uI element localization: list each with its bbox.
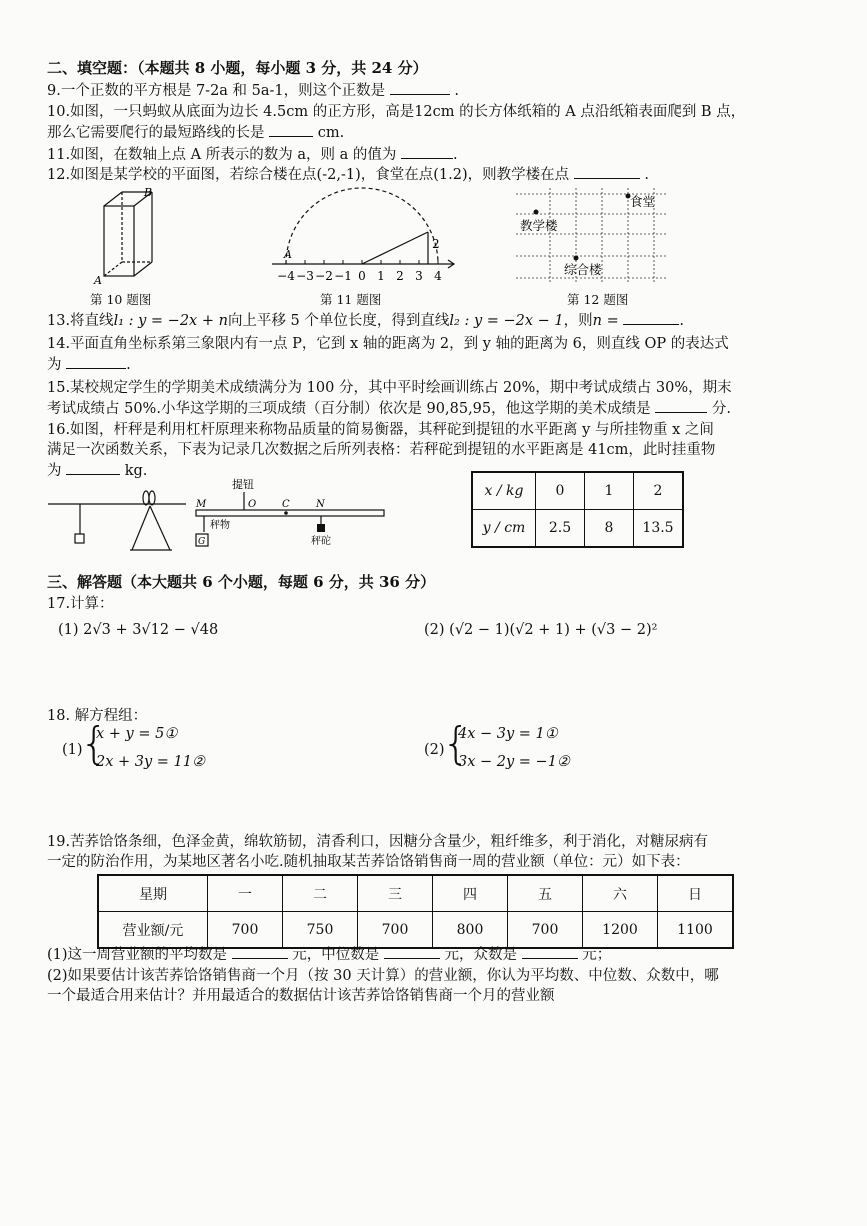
table-cell: 700 (508, 912, 583, 949)
question-19-sub2-line1: (2)如果要估计该苦荞饸饹销售商一个月（按 30 天计算）的营业额，你认为平均数、中位数、众数中，哪 (47, 968, 719, 984)
answer-blank-14[interactable] (66, 354, 126, 369)
fig16-weight-label: 秤砣 (311, 536, 331, 547)
question-19-sub2-line2: 一个最适合用来估计？并用最适合的数据估计该苦荞饸饹销售商一个月的营业额 (47, 988, 555, 1004)
table-cell: 2 (634, 472, 684, 510)
question-18-part1-brace: { (80, 718, 108, 769)
fig16-object-label: 秤物 (210, 520, 230, 531)
fig12-complex-building: 综合楼 (564, 262, 602, 277)
question-10-line1: 10.如图，一只蚂蚁从底面为边长 4.5cm 的正方形，高是12cm 的长方体纸箱的 A 点沿纸箱表面爬到 B 点， (47, 104, 746, 120)
table-cell: 1 (585, 472, 634, 510)
section-2-title: 二、填空题：（本题共 8 小题，每小题 3 分，共 24 分） (47, 59, 428, 77)
answer-blank-10[interactable] (269, 122, 313, 137)
question-12-text: 12.如图是某学校的平面图，若综合楼在点(-2,-1)，食堂在点(1.2)，则教学楼在点 (47, 167, 570, 183)
question-17: 17.计算： (47, 596, 114, 612)
question-13-text-b: 向上平移 5 个单位长度，得到直线 (227, 313, 450, 329)
question-14-line2: 为 . (47, 354, 131, 375)
fig16-label-c: C (282, 499, 290, 510)
table-cell: 800 (433, 912, 508, 949)
fig16-label-o: O (248, 499, 257, 510)
fig11-tick-label: −1 (334, 269, 352, 283)
table-cell: 二 (283, 875, 358, 912)
fig10-label-a: A (94, 274, 102, 286)
fig11-tick-label: 0 (358, 269, 366, 283)
answer-blank-19-mode[interactable] (522, 944, 578, 959)
fig10-label-b: B (144, 186, 153, 199)
fig16-label-g: G (198, 537, 206, 547)
table-header-x: x / kg (472, 472, 536, 510)
figure-16-steelyard (46, 478, 391, 556)
question-15-line2 (47, 398, 731, 419)
answer-blank-19-median[interactable] (384, 944, 440, 959)
question-19-sub1-text-b: 元，中位数是 (292, 947, 380, 963)
table-cell: 五 (508, 875, 583, 912)
question-19-sub1 (47, 944, 611, 965)
fig11-tick-label: 4 (434, 269, 442, 283)
question-18-part2-brace: { (442, 718, 470, 769)
question-18: 18. 解方程组： (47, 708, 148, 724)
question-19-line2: 一定的防治作用，为某地区著名小吃.随机抽取某苦荞饸饹销售商一周的营业额（单位：元）如下表： (47, 854, 690, 870)
question-16-table (471, 471, 684, 548)
fig12-canteen: 食堂 (630, 194, 656, 209)
answer-blank-19-mean[interactable] (232, 944, 288, 959)
question-16-text: 为 (47, 463, 62, 479)
question-18-part2-eq2: 3x − 2y = −1② (458, 754, 570, 770)
answer-blank-15[interactable] (655, 398, 707, 413)
question-18-part2-eq1: 4x − 3y = 1① (458, 726, 558, 742)
table-cell: 750 (283, 912, 358, 949)
table-cell: 日 (658, 875, 734, 912)
table-cell: 13.5 (634, 510, 684, 548)
question-15-line1: 15.某校规定学生的学期美术成绩满分为 100 分，其中平时绘画训练占 20%，期中考试成绩占 30%，期末 (47, 380, 732, 396)
table-row (98, 875, 733, 912)
question-19-sub1-text-c: 元，众数是 (444, 947, 517, 963)
fig11-height-label: 2 (432, 237, 440, 251)
question-16-line2: 满足一次函数关系，下表为记录几次数据之后所列表格：若秤砣到提钮的水平距离是 41cm，此时挂重物 (47, 442, 716, 458)
question-15-unit: 分. (711, 401, 731, 417)
figure-11-caption: 第 11 题图 (320, 292, 382, 307)
question-17-part2 (424, 622, 657, 638)
table-cell: 700 (358, 912, 433, 949)
table-row (472, 472, 683, 510)
question-18-part1-label: (1) (62, 742, 83, 758)
question-16-unit: kg. (124, 463, 148, 479)
figure-12-school-map (510, 186, 670, 286)
question-9-text: 9.一个正数的平方根是 7-2a 和 5a-1，则这个正数是 (47, 83, 386, 99)
answer-blank-11[interactable] (401, 144, 453, 159)
figure-11-number-line (262, 186, 462, 286)
question-14-line1: 14.平面直角坐标系第三象限内有一点 P，它到 x 轴的距离为 2，到 y 轴的距离为 6，则直线 OP 的表达式 (47, 336, 729, 352)
question-14-text: 为 (47, 357, 62, 373)
question-18-part1-eq1: x + y = 5① (96, 726, 178, 742)
table-row (98, 912, 733, 949)
question-19-table (97, 874, 734, 949)
fig11-tick-label: −3 (296, 269, 314, 283)
answer-blank-9[interactable] (390, 80, 450, 95)
figure-10-cuboid (90, 186, 170, 286)
question-17-part1: (1) 2√3 + 3√12 − √48 (58, 622, 219, 638)
answer-blank-13[interactable] (623, 310, 679, 325)
fig16-knob-label: 提钮 (232, 478, 254, 491)
question-13-line1: l₁ : y = −2x + n (113, 313, 228, 329)
question-16-line1: 16.如图，杆秤是利用杠杆原理来称物品质量的简易衡器，其秤砣到提钮的水平距离 y 与所挂物重 x 之间 (47, 422, 714, 438)
table-cell: 四 (433, 875, 508, 912)
question-11: 11.如图，在数轴上点 A 所表示的数为 a，则 a 的值为 . (47, 144, 458, 165)
question-12: 12.如图是某学校的平面图，若综合楼在点(-2,-1)，食堂在点(1.2)，则教学楼在点 . (47, 164, 649, 185)
table-cell: 1100 (658, 912, 734, 949)
question-13-n: n = (592, 313, 619, 329)
fig16-label-m: M (196, 499, 207, 510)
fig11-tick-label: 1 (377, 269, 385, 283)
answer-blank-12[interactable] (574, 164, 640, 179)
question-11-text: 11.如图，在数轴上点 A 所表示的数为 a，则 a 的值为 (47, 147, 397, 163)
section-3-title: 三、解答题（本大题共 6 个小题，每题 6 分，共 36 分） (47, 573, 436, 591)
question-10-line2: 那么它需要爬行的最短路线的长是 cm. (47, 122, 344, 143)
fig11-tick-label: 3 (415, 269, 423, 283)
fig16-label-n: N (316, 499, 325, 510)
question-13-text-c: ，则 (563, 313, 593, 329)
fig11-label-a: A (284, 248, 292, 261)
question-10-unit: cm (317, 125, 340, 141)
question-10-text: 那么它需要爬行的最短路线的长是 (47, 125, 265, 141)
table-cell: 8 (585, 510, 634, 548)
table-cell: 0 (536, 472, 585, 510)
question-18-part2-label: (2) (424, 742, 445, 758)
question-13-text-a: 13.将直线 (47, 313, 114, 329)
table-cell: 一 (208, 875, 283, 912)
table-header-weekday: 星期 (98, 875, 208, 912)
question-13-line2: l₂ : y = −2x − 1 (449, 313, 564, 329)
question-19-line1: 19.苦荞饸饹条细，色泽金黄，绵软筋韧，清香利口，因糖分含量少，粗纤维多，利于消化，对糖尿病有 (47, 834, 709, 850)
question-9: 9.一个正数的平方根是 7-2a 和 5a-1，则这个正数是 . (47, 80, 459, 101)
question-18-part1-eq2: 2x + 3y = 11② (96, 754, 206, 770)
table-cell: 三 (358, 875, 433, 912)
fig11-tick-label: −4 (277, 269, 295, 283)
answer-blank-16[interactable] (66, 460, 120, 475)
table-row (472, 510, 683, 548)
table-header-revenue: 营业额/元 (98, 912, 208, 949)
table-cell: 700 (208, 912, 283, 949)
fig11-tick-label: −2 (315, 269, 333, 283)
fig11-tick-label: 2 (396, 269, 404, 283)
figure-10-caption: 第 10 题图 (90, 292, 152, 307)
fig12-teaching-building: 教学楼 (520, 218, 558, 233)
question-19-sub1-text-a: (1)这一周营业额的平均数是 (47, 947, 228, 963)
table-cell: 2.5 (536, 510, 585, 548)
question-17-part2-expr: (√2 − 1)(√2 + 1) + (√3 − 2)² (449, 622, 658, 638)
table-cell: 六 (583, 875, 658, 912)
table-header-y: y / cm (472, 510, 536, 548)
question-15-text: 考试成绩占 50%.小华这学期的三项成绩（百分制）依次是 90,85,95，他这学期的美术成绩是 (47, 401, 651, 417)
question-13: 13.将直线l₁ : y = −2x + n向上平移 5 个单位长度，得到直线l₂ : y = −2x − 1，则n = . (47, 310, 684, 331)
question-17-part2-label: (2) (424, 622, 445, 638)
question-19-sub1-text-d: 元； (582, 947, 612, 963)
figure-12-caption: 第 12 题图 (567, 292, 629, 307)
table-cell: 1200 (583, 912, 658, 949)
